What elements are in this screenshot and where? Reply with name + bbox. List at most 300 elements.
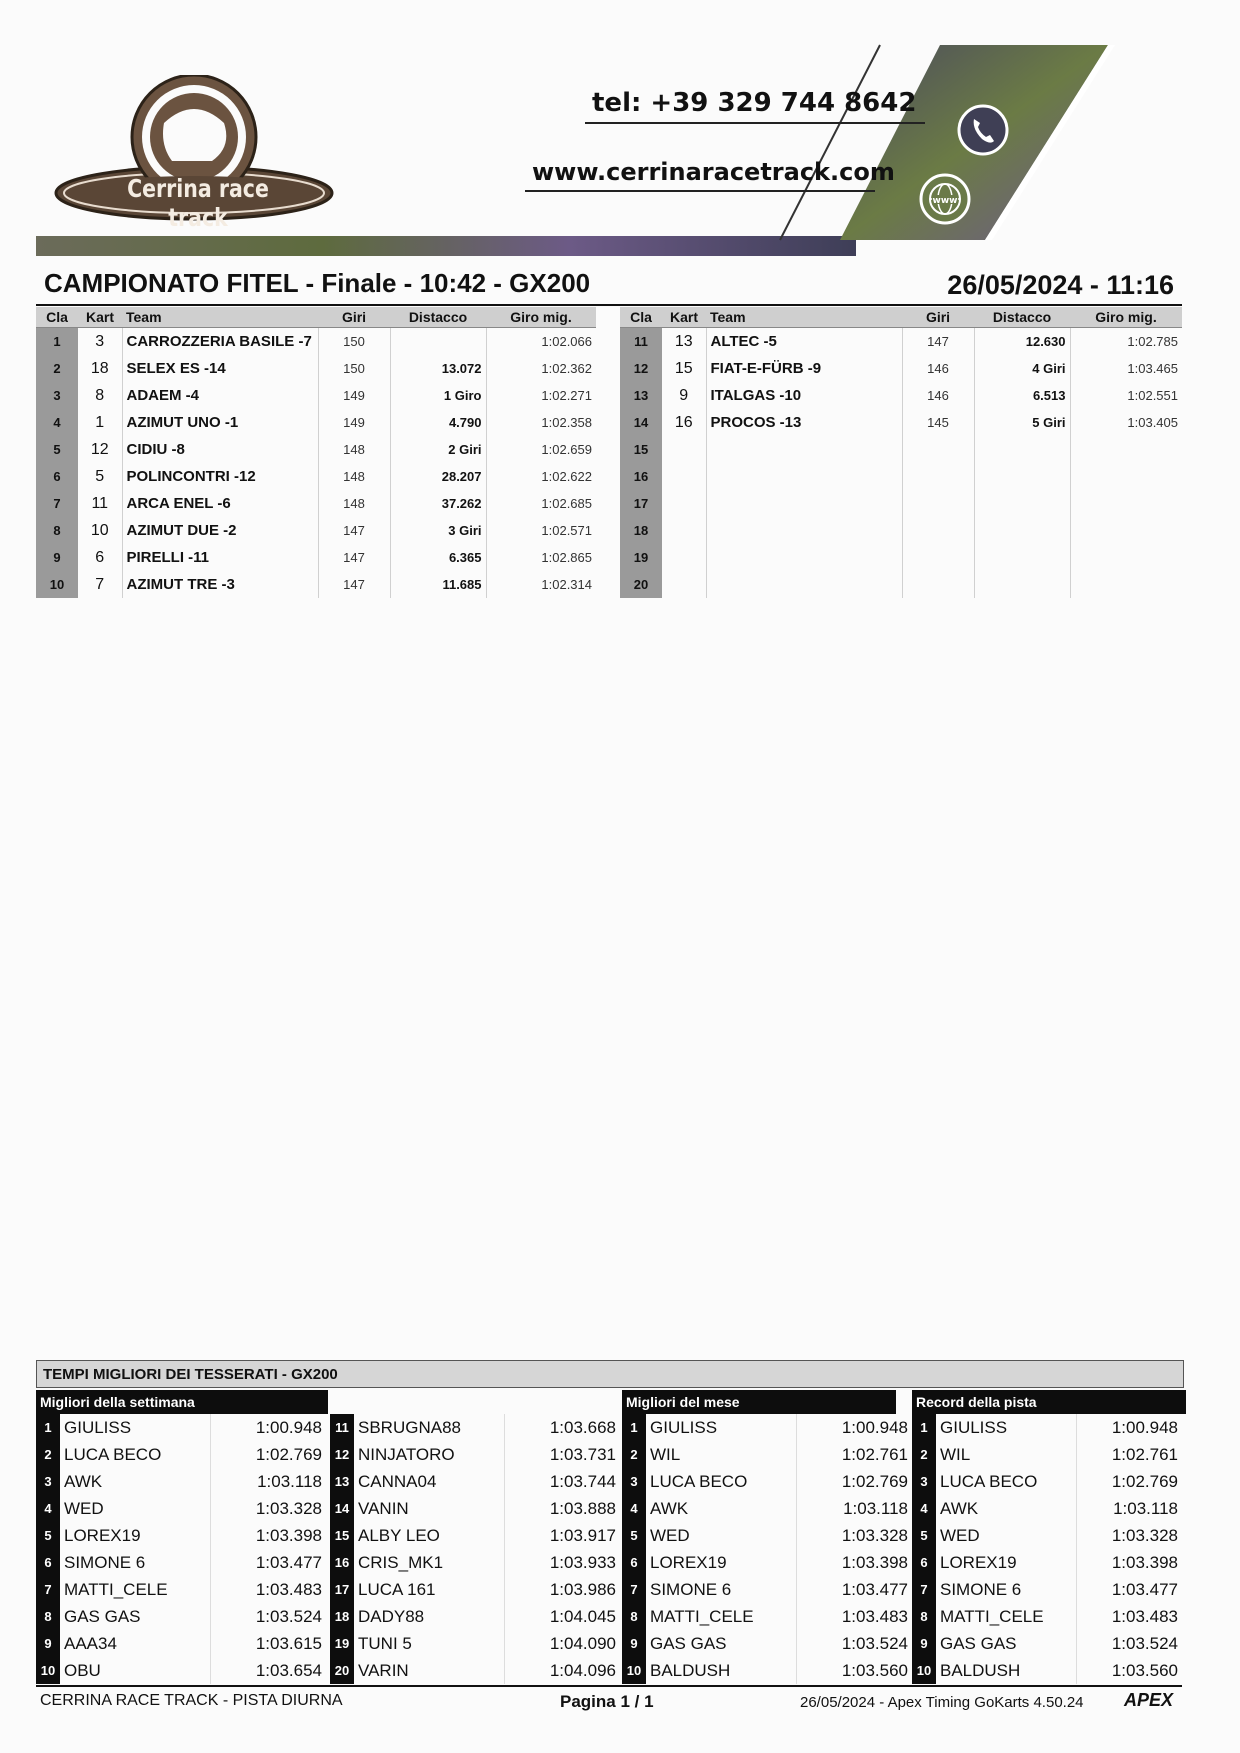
team-cell: AZIMUT DUE -2 [122, 517, 318, 544]
month-best-table [622, 1414, 912, 1684]
col-cla: Cla [620, 307, 662, 328]
phone-icon [956, 103, 1010, 157]
kart-cell: 1 [78, 409, 122, 436]
team-cell: ALTEC -5 [706, 328, 902, 356]
lap-time-cell: 1:03.118 [1076, 1495, 1182, 1522]
results-body-right [620, 328, 1182, 599]
result-row [620, 355, 1182, 382]
rank-cell: 14 [330, 1495, 354, 1522]
kart-cell: 5 [78, 463, 122, 490]
rank-cell: 17 [330, 1576, 354, 1603]
lap-time-cell: 1:02.769 [1076, 1468, 1182, 1495]
position-cell: 13 [620, 382, 662, 409]
rank-cell: 20 [330, 1657, 354, 1684]
best-time-row [330, 1522, 620, 1549]
rank-cell: 4 [36, 1495, 60, 1522]
rank-cell: 5 [912, 1522, 936, 1549]
gap-cell: 6.365 [390, 544, 486, 571]
kart-cell: 8 [78, 382, 122, 409]
footer-software: 26/05/2024 - Apex Timing GoKarts 4.50.24 [800, 1694, 1084, 1711]
best-time-row [36, 1549, 326, 1576]
lap-time-cell: 1:02.769 [796, 1468, 912, 1495]
driver-name-cell: WED [940, 1525, 980, 1545]
result-row [36, 382, 596, 409]
lap-time-cell: 1:00.948 [1076, 1414, 1182, 1441]
track-record-table [912, 1414, 1182, 1684]
position-cell: 7 [36, 490, 78, 517]
best-time-row [330, 1549, 620, 1576]
best-time-row [622, 1549, 912, 1576]
header-band [36, 236, 856, 256]
laps-cell: 147 [318, 571, 390, 598]
best-time-row [622, 1657, 912, 1684]
laps-cell [902, 544, 974, 571]
col-distacco: Distacco [390, 307, 486, 328]
gap-cell [974, 463, 1070, 490]
rank-cell: 3 [622, 1468, 646, 1495]
laps-cell: 146 [902, 355, 974, 382]
lap-time-cell: 1:03.118 [210, 1468, 326, 1495]
rank-cell: 9 [622, 1630, 646, 1657]
track-record-header: Record della pista [912, 1390, 1186, 1414]
result-row [620, 382, 1182, 409]
website-url: www.cerrinaracetrack.com [532, 158, 895, 186]
team-cell [706, 571, 902, 598]
lap-time-cell: 1:03.560 [1076, 1657, 1182, 1684]
best-time-row [36, 1630, 326, 1657]
gap-cell: 37.262 [390, 490, 486, 517]
rank-cell: 6 [36, 1549, 60, 1576]
position-cell: 17 [620, 490, 662, 517]
driver-name-cell: NINJATORO [358, 1444, 455, 1464]
position-cell: 6 [36, 463, 78, 490]
gap-cell [974, 544, 1070, 571]
result-row [36, 463, 596, 490]
gap-cell: 5 Giri [974, 409, 1070, 436]
position-cell: 20 [620, 571, 662, 598]
position-cell: 11 [620, 328, 662, 356]
best-lap-cell: 1:02.362 [541, 361, 592, 376]
best-time-row [330, 1603, 620, 1630]
laps-cell: 148 [318, 490, 390, 517]
driver-name-cell: WIL [650, 1444, 681, 1464]
best-time-row [36, 1603, 326, 1630]
best-time-row [330, 1495, 620, 1522]
best-lap-cell [1070, 544, 1182, 571]
position-cell: 16 [620, 463, 662, 490]
lap-time-cell: 1:03.477 [796, 1576, 912, 1603]
driver-name-cell: SBRUGNA88 [358, 1417, 461, 1437]
col-kart: Kart [78, 307, 122, 328]
driver-name-cell: MATTI_CELE [940, 1606, 1044, 1626]
rank-cell: 12 [330, 1441, 354, 1468]
laps-cell: 150 [318, 328, 390, 356]
driver-name-cell: AWK [64, 1471, 103, 1491]
driver-name-cell: GAS GAS [650, 1633, 727, 1653]
result-row [620, 436, 1182, 463]
lap-time-cell: 1:03.483 [1076, 1603, 1182, 1630]
gap-cell: 4 Giri [974, 355, 1070, 382]
kart-cell: 12 [78, 436, 122, 463]
rank-cell: 1 [622, 1414, 646, 1441]
best-lap-cell: 1:02.785 [1127, 334, 1178, 349]
result-row [36, 544, 596, 571]
rank-cell: 7 [622, 1576, 646, 1603]
rank-cell: 2 [622, 1441, 646, 1468]
rank-cell: 3 [36, 1468, 60, 1495]
rank-cell: 3 [912, 1468, 936, 1495]
rank-cell: 6 [622, 1549, 646, 1576]
footer-divider [36, 1685, 1182, 1687]
result-row [620, 517, 1182, 544]
best-lap-cell: 1:02.314 [541, 577, 592, 592]
rank-cell: 18 [330, 1603, 354, 1630]
gap-cell: 1 Giro [390, 382, 486, 409]
driver-name-cell: GIULISS [650, 1417, 718, 1437]
best-times-title-bar [36, 1360, 1184, 1388]
best-time-row [330, 1576, 620, 1603]
laps-cell: 147 [318, 544, 390, 571]
driver-name-cell: LOREX19 [650, 1552, 727, 1572]
gap-cell [974, 571, 1070, 598]
driver-name-cell: BALDUSH [940, 1660, 1021, 1680]
driver-name-cell: AWK [650, 1498, 689, 1518]
kart-cell: 10 [78, 517, 122, 544]
best-time-row [622, 1468, 912, 1495]
lap-time-cell: 1:03.654 [210, 1657, 326, 1684]
lap-time-cell: 1:03.986 [504, 1576, 620, 1603]
results-table-right [620, 307, 1182, 598]
result-row [620, 328, 1182, 356]
col-giri: Giri [902, 307, 974, 328]
results-header-row [36, 307, 596, 328]
best-time-row [622, 1441, 912, 1468]
results-body-left [36, 328, 596, 599]
kart-cell [662, 544, 706, 571]
results-table-left [36, 307, 596, 598]
driver-name-cell: LOREX19 [64, 1525, 141, 1545]
lap-time-cell: 1:04.090 [504, 1630, 620, 1657]
rank-cell: 2 [912, 1441, 936, 1468]
page-header [0, 0, 1240, 270]
lap-time-cell: 1:03.917 [504, 1522, 620, 1549]
team-cell: ITALGAS -10 [706, 382, 902, 409]
race-title-bar [36, 258, 1182, 306]
gap-cell [974, 517, 1070, 544]
laps-cell [902, 436, 974, 463]
lap-time-cell: 1:04.045 [504, 1603, 620, 1630]
best-lap-cell: 1:02.865 [541, 550, 592, 565]
best-time-row [912, 1468, 1182, 1495]
rank-cell: 6 [912, 1549, 936, 1576]
gap-cell: 13.072 [390, 355, 486, 382]
logo-text: Cerrina race track [127, 174, 269, 232]
driver-name-cell: DADY88 [358, 1606, 425, 1626]
position-cell: 19 [620, 544, 662, 571]
kart-cell [662, 490, 706, 517]
rank-cell: 10 [912, 1657, 936, 1684]
driver-name-cell: GAS GAS [940, 1633, 1017, 1653]
best-time-row [622, 1630, 912, 1657]
kart-cell: 13 [662, 328, 706, 356]
lap-time-cell: 1:02.761 [796, 1441, 912, 1468]
lap-time-cell: 1:03.398 [1076, 1549, 1182, 1576]
best-lap-cell: 1:02.271 [541, 388, 592, 403]
lap-time-cell: 1:03.398 [210, 1522, 326, 1549]
rank-cell: 8 [622, 1603, 646, 1630]
driver-name-cell: ALBY LEO [358, 1525, 440, 1545]
team-cell: POLINCONTRI -12 [122, 463, 318, 490]
laps-cell [902, 517, 974, 544]
driver-name-cell: LUCA BECO [64, 1444, 162, 1464]
best-lap-cell [1070, 517, 1182, 544]
position-cell: 3 [36, 382, 78, 409]
lap-time-cell: 1:03.524 [796, 1630, 912, 1657]
best-time-row [912, 1441, 1182, 1468]
laps-cell: 148 [318, 436, 390, 463]
rank-cell: 8 [912, 1603, 936, 1630]
lap-time-cell: 1:03.477 [210, 1549, 326, 1576]
best-lap-cell [1070, 436, 1182, 463]
driver-name-cell: CRIS_MK1 [358, 1552, 444, 1572]
best-time-row [330, 1630, 620, 1657]
best-lap-cell [1070, 490, 1182, 517]
lap-time-cell: 1:03.524 [1076, 1630, 1182, 1657]
driver-name-cell: MATTI_CELE [650, 1606, 754, 1626]
position-cell: 18 [620, 517, 662, 544]
position-cell: 15 [620, 436, 662, 463]
lap-time-cell: 1:03.668 [504, 1414, 620, 1441]
col-distacco: Distacco [974, 307, 1070, 328]
driver-name-cell: MATTI_CELE [64, 1579, 168, 1599]
rank-cell: 1 [912, 1414, 936, 1441]
col-giro-mig: Giro mig. [1070, 307, 1182, 328]
position-cell: 5 [36, 436, 78, 463]
position-cell: 12 [620, 355, 662, 382]
kart-cell: 6 [78, 544, 122, 571]
lap-time-cell: 1:03.731 [504, 1441, 620, 1468]
lap-time-cell: 1:03.483 [210, 1576, 326, 1603]
position-cell: 2 [36, 355, 78, 382]
col-giri: Giri [318, 307, 390, 328]
driver-name-cell: LUCA BECO [940, 1471, 1038, 1491]
rank-cell: 4 [622, 1495, 646, 1522]
globe-icon-label: www [932, 196, 958, 206]
position-cell: 10 [36, 571, 78, 598]
driver-name-cell: WED [64, 1498, 104, 1518]
best-time-row [912, 1657, 1182, 1684]
driver-name-cell: CANNA04 [358, 1471, 437, 1491]
rank-cell: 2 [36, 1441, 60, 1468]
driver-name-cell: SIMONE 6 [940, 1579, 1022, 1599]
best-time-row [36, 1522, 326, 1549]
rank-cell: 5 [36, 1522, 60, 1549]
rank-cell: 9 [36, 1630, 60, 1657]
results-header-row [620, 307, 1182, 328]
team-cell [706, 544, 902, 571]
result-row [36, 571, 596, 598]
laps-cell: 147 [318, 517, 390, 544]
best-lap-cell: 1:02.659 [541, 442, 592, 457]
gap-cell [390, 328, 486, 356]
col-giro-mig: Giro mig. [486, 307, 596, 328]
result-row [620, 571, 1182, 598]
lap-time-cell: 1:00.948 [796, 1414, 912, 1441]
team-cell: SELEX ES -14 [122, 355, 318, 382]
best-time-row [912, 1522, 1182, 1549]
kart-cell: 9 [662, 382, 706, 409]
driver-name-cell: AWK [940, 1498, 979, 1518]
result-row [36, 490, 596, 517]
rank-cell: 10 [36, 1657, 60, 1684]
best-times-title: TEMPI MIGLIORI DEI TESSERATI - GX200 [43, 1366, 338, 1383]
team-cell: CARROZZERIA BASILE -7 [122, 328, 318, 356]
lap-time-cell: 1:03.483 [796, 1603, 912, 1630]
best-time-row [330, 1657, 620, 1684]
lap-time-cell: 1:03.524 [210, 1603, 326, 1630]
best-time-row [36, 1657, 326, 1684]
rank-cell: 4 [912, 1495, 936, 1522]
gap-cell [974, 490, 1070, 517]
best-lap-cell: 1:02.551 [1127, 388, 1178, 403]
laps-cell: 146 [902, 382, 974, 409]
kart-cell: 16 [662, 409, 706, 436]
rank-cell: 19 [330, 1630, 354, 1657]
rank-cell: 15 [330, 1522, 354, 1549]
lap-time-cell: 1:04.096 [504, 1657, 620, 1684]
kart-cell [662, 463, 706, 490]
driver-name-cell: GIULISS [940, 1417, 1008, 1437]
laps-cell [902, 490, 974, 517]
best-lap-cell: 1:02.066 [541, 334, 592, 349]
team-cell: PIRELLI -11 [122, 544, 318, 571]
best-time-row [622, 1414, 912, 1441]
best-time-row [622, 1495, 912, 1522]
team-cell: FIAT-E-FÜRB -9 [706, 355, 902, 382]
result-row [36, 328, 596, 356]
laps-cell [902, 571, 974, 598]
rank-cell: 13 [330, 1468, 354, 1495]
lap-time-cell: 1:03.888 [504, 1495, 620, 1522]
driver-name-cell: LOREX19 [940, 1552, 1017, 1572]
best-time-row [912, 1414, 1182, 1441]
result-row [36, 409, 596, 436]
team-cell [706, 490, 902, 517]
rank-cell: 11 [330, 1414, 354, 1441]
best-time-row [622, 1522, 912, 1549]
divider [585, 122, 925, 124]
gap-cell: 2 Giri [390, 436, 486, 463]
col-team: Team [706, 307, 902, 328]
lap-time-cell: 1:03.477 [1076, 1576, 1182, 1603]
gap-cell: 3 Giri [390, 517, 486, 544]
best-lap-cell: 1:02.358 [541, 415, 592, 430]
result-row [620, 490, 1182, 517]
best-time-row [36, 1414, 326, 1441]
gap-cell: 4.790 [390, 409, 486, 436]
position-cell: 9 [36, 544, 78, 571]
best-lap-cell: 1:02.622 [541, 469, 592, 484]
laps-cell: 149 [318, 409, 390, 436]
laps-cell: 149 [318, 382, 390, 409]
col-cla: Cla [36, 307, 78, 328]
position-cell: 8 [36, 517, 78, 544]
best-time-row [36, 1468, 326, 1495]
position-cell: 4 [36, 409, 78, 436]
kart-cell [662, 571, 706, 598]
kart-cell [662, 436, 706, 463]
team-cell: CIDIU -8 [122, 436, 318, 463]
kart-cell: 11 [78, 490, 122, 517]
laps-cell: 150 [318, 355, 390, 382]
best-lap-cell: 1:02.685 [541, 496, 592, 511]
best-time-row [330, 1468, 620, 1495]
best-time-row [912, 1495, 1182, 1522]
result-row [36, 355, 596, 382]
driver-name-cell: AAA34 [64, 1633, 117, 1653]
result-row [620, 544, 1182, 571]
rank-cell: 5 [622, 1522, 646, 1549]
kart-cell: 15 [662, 355, 706, 382]
week-best-header: Migliori della settimana [36, 1390, 328, 1414]
driver-name-cell: SIMONE 6 [64, 1552, 146, 1572]
rank-cell: 7 [912, 1576, 936, 1603]
driver-name-cell: VANIN [358, 1498, 409, 1518]
best-time-row [912, 1549, 1182, 1576]
result-row [36, 517, 596, 544]
rank-cell: 16 [330, 1549, 354, 1576]
result-row [620, 463, 1182, 490]
laps-cell: 147 [902, 328, 974, 356]
best-lap-cell: 1:02.571 [541, 523, 592, 538]
driver-name-cell: SIMONE 6 [650, 1579, 732, 1599]
driver-name-cell: GAS GAS [64, 1606, 141, 1626]
footer-track-name: CERRINA RACE TRACK - PISTA DIURNA [40, 1692, 343, 1709]
divider [525, 190, 875, 192]
team-cell: ARCA ENEL -6 [122, 490, 318, 517]
month-best-header: Migliori del mese [622, 1390, 896, 1414]
position-cell: 1 [36, 328, 78, 356]
best-time-row [36, 1441, 326, 1468]
gap-cell: 12.630 [974, 328, 1070, 356]
best-time-row [330, 1441, 620, 1468]
driver-name-cell: VARIN [358, 1660, 409, 1680]
lap-time-cell: 1:03.615 [210, 1630, 326, 1657]
laps-cell [902, 463, 974, 490]
gap-cell: 11.685 [390, 571, 486, 598]
best-time-row [36, 1495, 326, 1522]
driver-name-cell: LUCA 161 [358, 1579, 436, 1599]
best-lap-cell: 1:03.465 [1127, 361, 1178, 376]
best-lap-cell [1070, 571, 1182, 598]
best-time-row [912, 1630, 1182, 1657]
driver-name-cell: WIL [940, 1444, 971, 1464]
lap-time-cell: 1:03.398 [796, 1549, 912, 1576]
team-cell: AZIMUT TRE -3 [122, 571, 318, 598]
col-team: Team [122, 307, 318, 328]
kart-cell: 3 [78, 328, 122, 356]
team-cell [706, 517, 902, 544]
team-cell: PROCOS -13 [706, 409, 902, 436]
week-best-table-1 [36, 1414, 326, 1684]
lap-time-cell: 1:03.744 [504, 1468, 620, 1495]
driver-name-cell: OBU [64, 1660, 101, 1680]
lap-time-cell: 1:03.328 [796, 1522, 912, 1549]
rank-cell: 7 [36, 1576, 60, 1603]
apex-logo: APEX [1124, 1690, 1174, 1710]
col-kart: Kart [662, 307, 706, 328]
lap-time-cell: 1:02.769 [210, 1441, 326, 1468]
